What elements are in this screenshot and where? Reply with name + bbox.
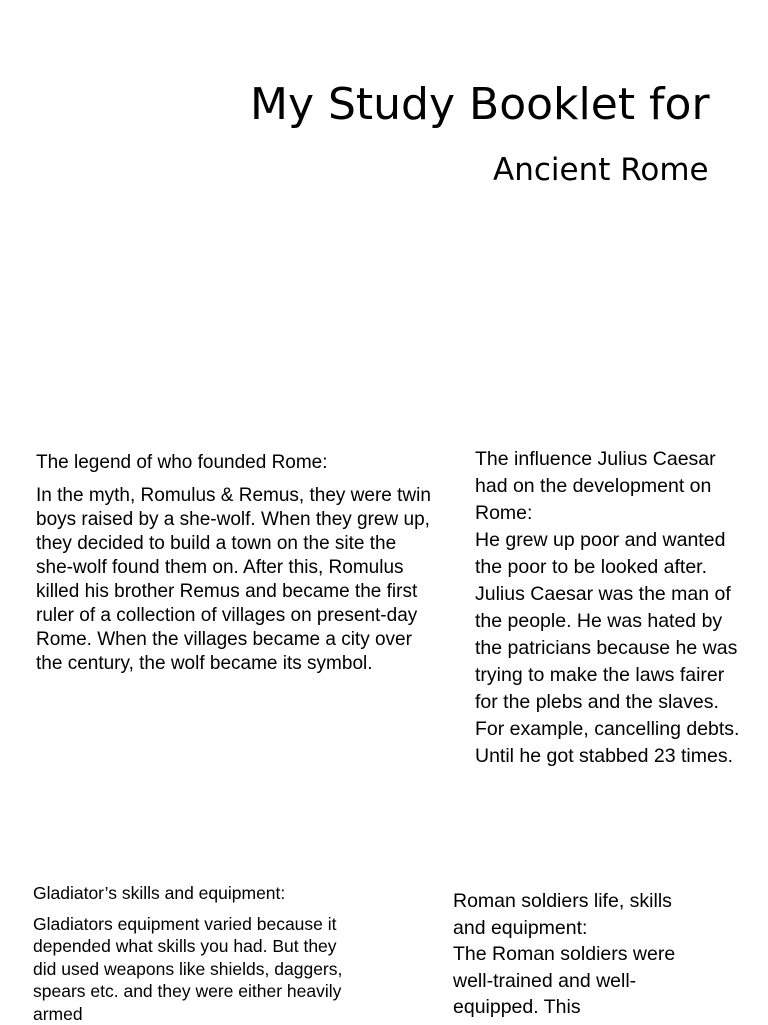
legend-heading: The legend of who founded Rome: bbox=[36, 451, 434, 475]
soldier-section bbox=[453, 888, 683, 1021]
caesar-heading: The influence Julius Caesar had on the development on Rome: bbox=[475, 446, 745, 527]
caesar-paragraph-2: Julius Caesar was the man of the people. He was hated by the patricians because he was trying to make the laws fairer for the plebs and the slaves. For example, cancelling debts. Until he got stabbed 23 times. bbox=[475, 581, 745, 770]
soldier-body: The Roman soldiers were well-trained and well-equipped. This bbox=[453, 941, 683, 1021]
legend-section bbox=[36, 451, 434, 676]
caesar-section bbox=[475, 446, 745, 770]
page-subtitle: Ancient Rome bbox=[493, 150, 709, 190]
gladiator-heading: Gladiator’s skills and equipment: bbox=[33, 882, 353, 905]
legend-body: In the myth, Romulus & Remus, they were twin boys raised by a she-wolf. When they grew up, they decided to build a town on the site the she-wolf found them on. After this, Romulus killed his brother Remus and became the first ruler of a collection of villages on present-day Rome. When the villages became a city over the century, the wolf became its symbol. bbox=[36, 484, 434, 676]
gladiator-body: Gladiators equipment varied because it depended what skills you had. But they did used weapons like shields, daggers, spears etc. and they were either heavily armed bbox=[33, 913, 353, 1025]
caesar-paragraph-1: He grew up poor and wanted the poor to be looked after. bbox=[475, 527, 745, 581]
gladiator-section bbox=[33, 882, 353, 1025]
page-title: My Study Booklet for bbox=[250, 78, 768, 132]
soldier-heading: Roman soldiers life, skills and equipment: bbox=[453, 888, 683, 941]
